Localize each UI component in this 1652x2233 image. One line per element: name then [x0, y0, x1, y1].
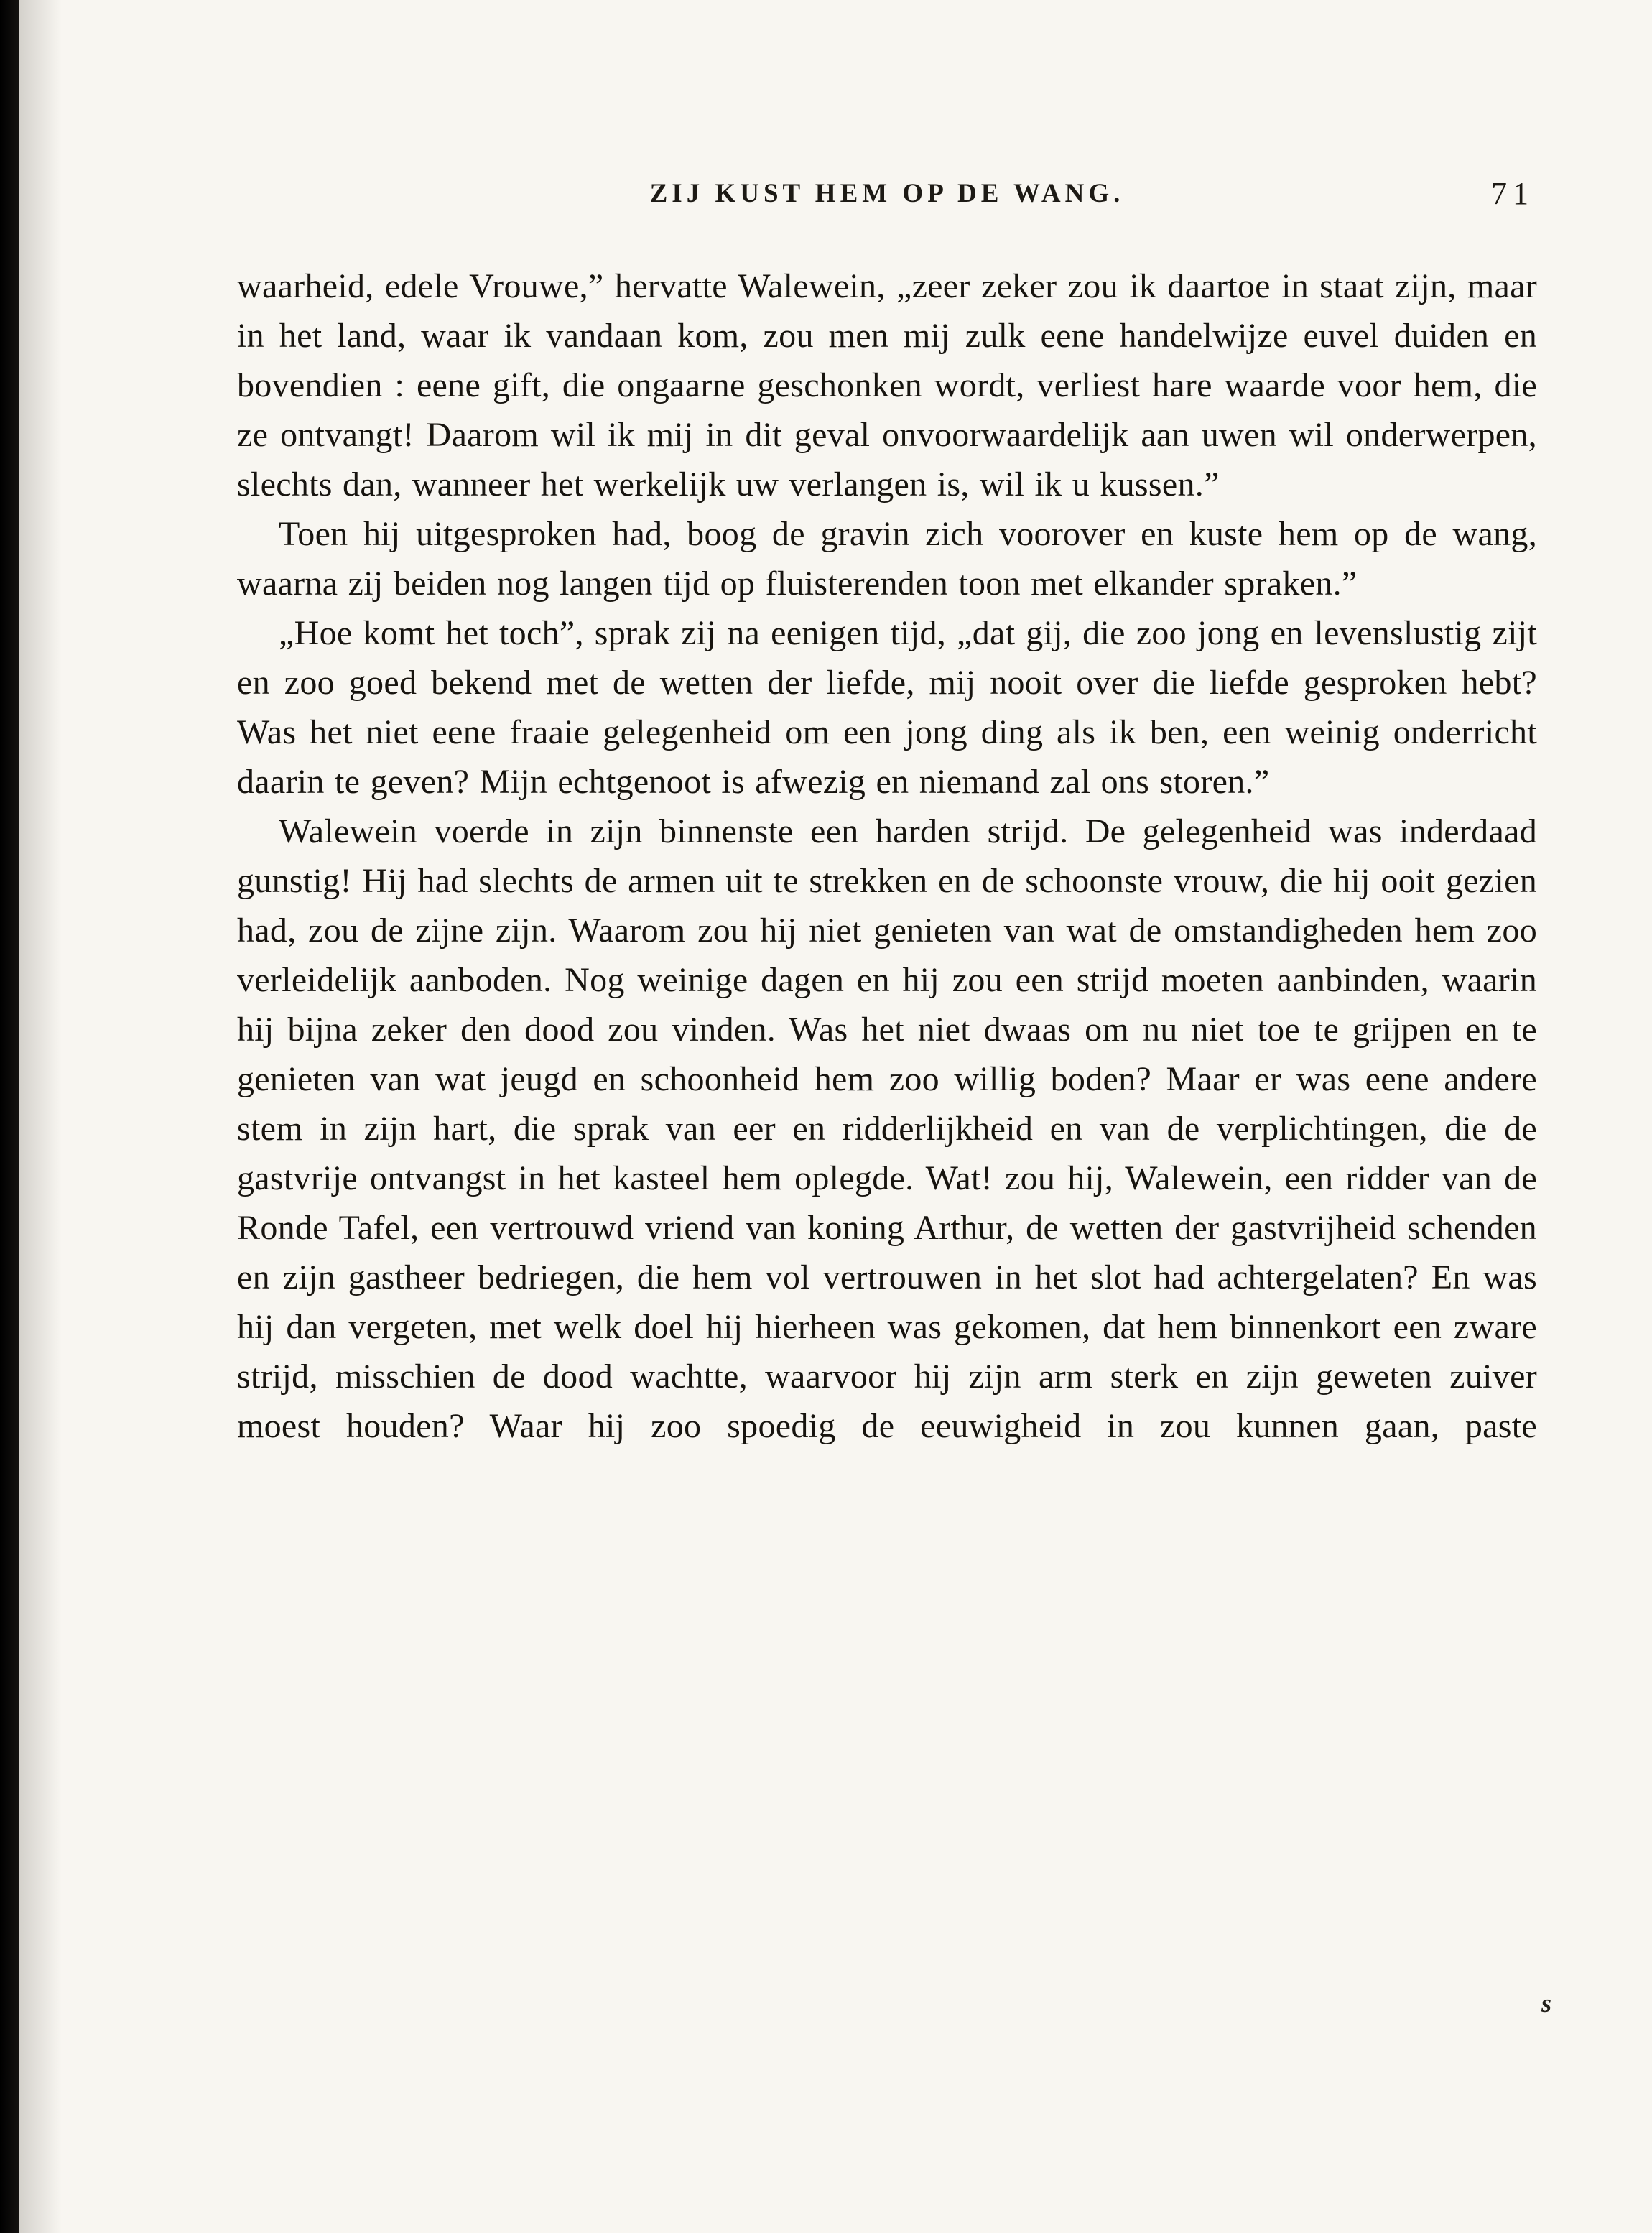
paragraph: Walewein voerde in zijn binnenste een harden strijd. De gelegenheid was inderdaad gunstig! Hij had slechts de armen uit te strekken en de schoonste vrouw, die hij ooit gezien had, zou de zijne zijn. Waarom zou hij niet genieten van wat de omstandigheden hem zoo verleidelijk aanboden. Nog weinige dagen en hij zou een strijd moeten aanbinden, waarin hij bijna zeker den dood zou vinden. Was het niet dwaas om nu niet toe te grijpen en te genieten van wat jeugd en schoonheid hem zoo willig boden? Maar er was eene andere stem in zijn hart, die sprak van eer en ridderlijkheid en van de verplichtingen, die de gastvrije ontvangst in het kasteel hem oplegde. Wat! zou hij, Walewein, een ridder van de Ronde Tafel, een vertrouwd vriend van koning Arthur, de wetten der gastvrijheid schenden en zijn gastheer bedriegen, die hem vol vertrouwen in het slot had achtergelaten? En was hij dan vergeten, met welk doel hij hierheen was gekomen, dat hem binnenkort een zware strijd, misschien de dood wachtte, waarvoor hij zijn arm sterk en zijn geweten zuiver moest houden? Waar hij zoo spoedig de eeuwigheid in zou kunnen gaan, paste: [237, 812, 1537, 1445]
paragraph: Toen hij uitgesproken had, boog de gravin zich voorover en kuste hem op de wang, waarna zij beiden nog langen tijd op fluisterenden toon met elkander spraken.”: [237, 515, 1537, 603]
paragraph: „Hoe komt het toch”, sprak zij na eenigen tijd, „dat gij, die zoo jong en levenslustig zijt en zoo goed bekend met de wetten der liefde, mij nooit over die liefde gesproken hebt? Was het niet eene fraaie gelegenheid om een jong ding als ik ben, een weinig onderricht daarin te geven? Mijn echtgenoot is afwezig en niemand zal ons storen.”: [237, 614, 1537, 801]
binding-shadow-bar: [0, 0, 19, 2233]
running-title: ZIJ KUST HEM OP DE WANG.: [649, 179, 1125, 208]
page-content: [237, 178, 1537, 1451]
signature-mark: s: [1541, 1989, 1551, 2018]
paragraph-continuation: waarheid, edele Vrouwe,” hervatte Walewein, „zeer zeker zou ik daartoe in staat zijn, maar in het land, waar ik vandaan kom, zou men mij zulk eene handelwijze euvel duiden en bovendien : eene gift, die ongaarne geschonken wordt, verliest hare waarde voor hem, die ze ontvangt! Daarom wil ik mij in dit geval onvoorwaardelijk aan uwen wil onderwerpen, slechts dan, wanneer het werkelijk uw verlangen is, wil ik u kussen.”: [237, 267, 1537, 503]
binding-shadow-fade: [19, 0, 62, 2233]
page-number: 71: [1491, 176, 1534, 211]
page-header: [237, 178, 1537, 223]
body-text: [237, 261, 1537, 1451]
